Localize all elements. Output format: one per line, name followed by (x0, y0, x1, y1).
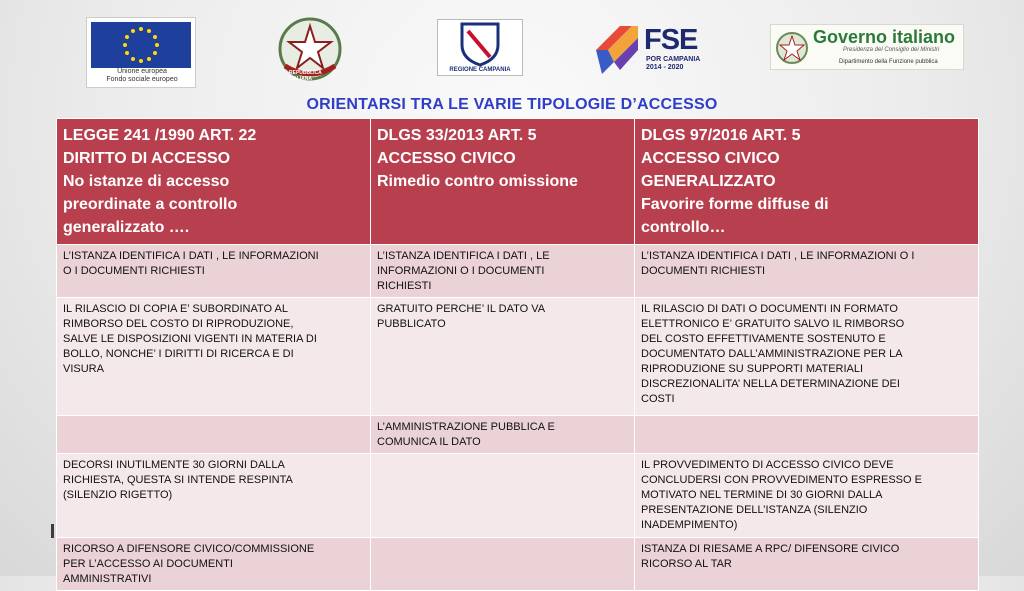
cell-text-line: COMUNICA IL DATO (377, 436, 481, 448)
cell-text-line: DOCUMENTI RICHIESTI (641, 265, 766, 277)
table-row (57, 538, 979, 591)
eu-logo (86, 17, 196, 88)
cell-text-line: AMMINISTRATIVI (63, 573, 152, 585)
cell-text-line: COSTI (641, 393, 675, 405)
fse-title: FSE (644, 24, 698, 56)
cell-text-line: DLGS 97/2016 ART. 5 (641, 127, 801, 144)
cell-text-line: ELETTRONICO E’ GRATUITO SALVO IL RIMBORSO (641, 318, 905, 330)
table-header-row (57, 119, 979, 245)
table-cell (371, 416, 635, 454)
cell-text-line: L’ISTANZA IDENTIFICA I DATI , LE INFORMAZIONI (63, 250, 319, 262)
table-cell (635, 245, 979, 298)
cell-text-line: DLGS 33/2013 ART. 5 (377, 127, 537, 144)
table-cell (371, 245, 635, 298)
table-cell (57, 538, 371, 591)
cell-text-line: O I DOCUMENTI RICHIESTI (63, 265, 205, 277)
cell-text-line: CONCLUDERSI CON PROVVEDIMENTO ESPRESSO E (641, 474, 922, 486)
cell-text-line: L’ISTANZA IDENTIFICA I DATI , LE (377, 250, 550, 262)
campania-caption: REGIONE CAMPANIA (449, 67, 511, 73)
fse-logo (592, 20, 708, 76)
page-title: ORIENTARSI TRA LE VARIE TIPOLOGIE D’ACCESSO (306, 96, 718, 113)
emblem-band-text: REPUBBLICA ITALIANA (289, 70, 322, 82)
table-cell (57, 454, 371, 538)
cell-text-line: MOTIVATO NEL TERMINE DI 30 GIORNI DALLA (641, 489, 883, 501)
cell-text-line: RIPRODUZIONE SU SUPPORTI MATERIALI (641, 363, 864, 375)
cell-text-line: INADEMPIMENTO) (641, 519, 738, 531)
cell-text-line: (SILENZIO RIGETTO) (63, 489, 173, 501)
cell-text-line: RICHIESTI (377, 280, 432, 292)
cell-text-line: DISCREZIONALITA’ NELLA DETERMINAZIONE DEI (641, 378, 900, 390)
table-row (57, 454, 979, 538)
cell-text-line: preordinate a controllo (63, 196, 238, 213)
cell-text-line: PER L’ACCESSO AI DOCUMENTI (63, 558, 233, 570)
regione-campania-logo (437, 19, 523, 76)
eu-flag-icon (91, 22, 191, 68)
cell-text-line: L’AMMINISTRAZIONE PUBBLICA E (377, 421, 555, 433)
fse-subtitle: POR CAMPANIA 2014 - 2020 (646, 56, 701, 71)
access-comparison-table (56, 118, 979, 591)
cell-text-line: DECORSI INUTILMENTE 30 GIORNI DALLA (63, 459, 285, 471)
cell-text-line: No istanze di accesso (63, 173, 230, 190)
cell-text-line: GENERALIZZATO (641, 173, 776, 190)
cell-text-line: IL RILASCIO DI DATI O DOCUMENTI IN FORMATO (641, 303, 898, 315)
cell-text-line: controllo… (641, 219, 726, 236)
table-cell (371, 538, 635, 591)
table-cell (635, 454, 979, 538)
governo-title: Governo italiano (813, 27, 956, 47)
cell-text-line: Favorire forme diffuse di (641, 196, 829, 213)
table-cell (371, 454, 635, 538)
cell-text-line: GRATUITO PERCHE’ IL DATO VA (377, 303, 546, 315)
table-cell (57, 298, 371, 416)
cell-text-line: Rimedio contro omissione (377, 173, 578, 190)
cell-text-line: DOCUMENTATO DALL’AMMINISTRAZIONE PER LA (641, 348, 903, 360)
table-cell (635, 538, 979, 591)
header-dlgs-33 (371, 119, 635, 245)
italian-republic-emblem (275, 14, 345, 84)
side-marker (51, 524, 54, 538)
governo-department: Dipartimento della Funzione pubblica (839, 59, 938, 65)
cell-text-line: RICHIESTA, QUESTA SI INTENDE RESPINTA (63, 474, 293, 486)
governo-italiano-logo (770, 24, 964, 70)
cell-text-line: INFORMAZIONI O I DOCUMENTI (377, 265, 545, 277)
cell-text-line: IL PROVVEDIMENTO DI ACCESSO CIVICO DEVE (641, 459, 894, 471)
cell-text-line: PRESENTAZIONE DELL’ISTANZA (SILENZIO (641, 504, 868, 516)
table-cell (57, 245, 371, 298)
cell-text-line: generalizzato …. (63, 219, 190, 236)
cell-text-line: RICORSO AL TAR (641, 558, 732, 570)
cell-text-line: BOLLO, NONCHE’ I DIRITTI DI RICERCA E DI (63, 348, 294, 360)
eu-caption: Unione europea Fondo sociale europeo (106, 68, 178, 83)
cell-text-line: DIRITTO DI ACCESSO (63, 150, 231, 167)
table-cell (635, 298, 979, 416)
header-dlgs-97 (635, 119, 979, 245)
cell-text-line: VISURA (63, 363, 104, 375)
cell-text-line: DEL COSTO EFFETTIVAMENTE SOSTENUTO E (641, 333, 886, 345)
cell-text-line: ISTANZA DI RIESAME A RPC/ DIFENSORE CIVICO (641, 543, 900, 555)
cell-text-line: IL RILASCIO DI COPIA E’ SUBORDINATO AL (63, 303, 288, 315)
header-legge-241 (57, 119, 371, 245)
governo-subtitle: Presidenza del Consiglio dei Ministri (843, 47, 940, 53)
cell-text-line: RIMBORSO DEL COSTO DI RIPRODUZIONE, (63, 318, 294, 330)
table-cell (371, 298, 635, 416)
table-cell (635, 416, 979, 454)
cell-text-line: PUBBLICATO (377, 318, 446, 330)
table-row (57, 245, 979, 298)
table-cell (57, 416, 371, 454)
cell-text-line: L’ISTANZA IDENTIFICA I DATI , LE INFORMAZIONI O I (641, 250, 915, 262)
table-row (57, 298, 979, 416)
cell-text-line: SALVE LE DISPOSIZIONI VIGENTI IN MATERIA DI (63, 333, 317, 345)
cell-text-line: ACCESSO CIVICO (377, 150, 516, 167)
cell-text-line: RICORSO A DIFENSORE CIVICO/COMMISSIONE (63, 543, 315, 555)
cell-text-line: LEGGE 241 /1990 ART. 22 (63, 127, 257, 144)
table-row (57, 416, 979, 454)
cell-text-line: ACCESSO CIVICO (641, 150, 780, 167)
